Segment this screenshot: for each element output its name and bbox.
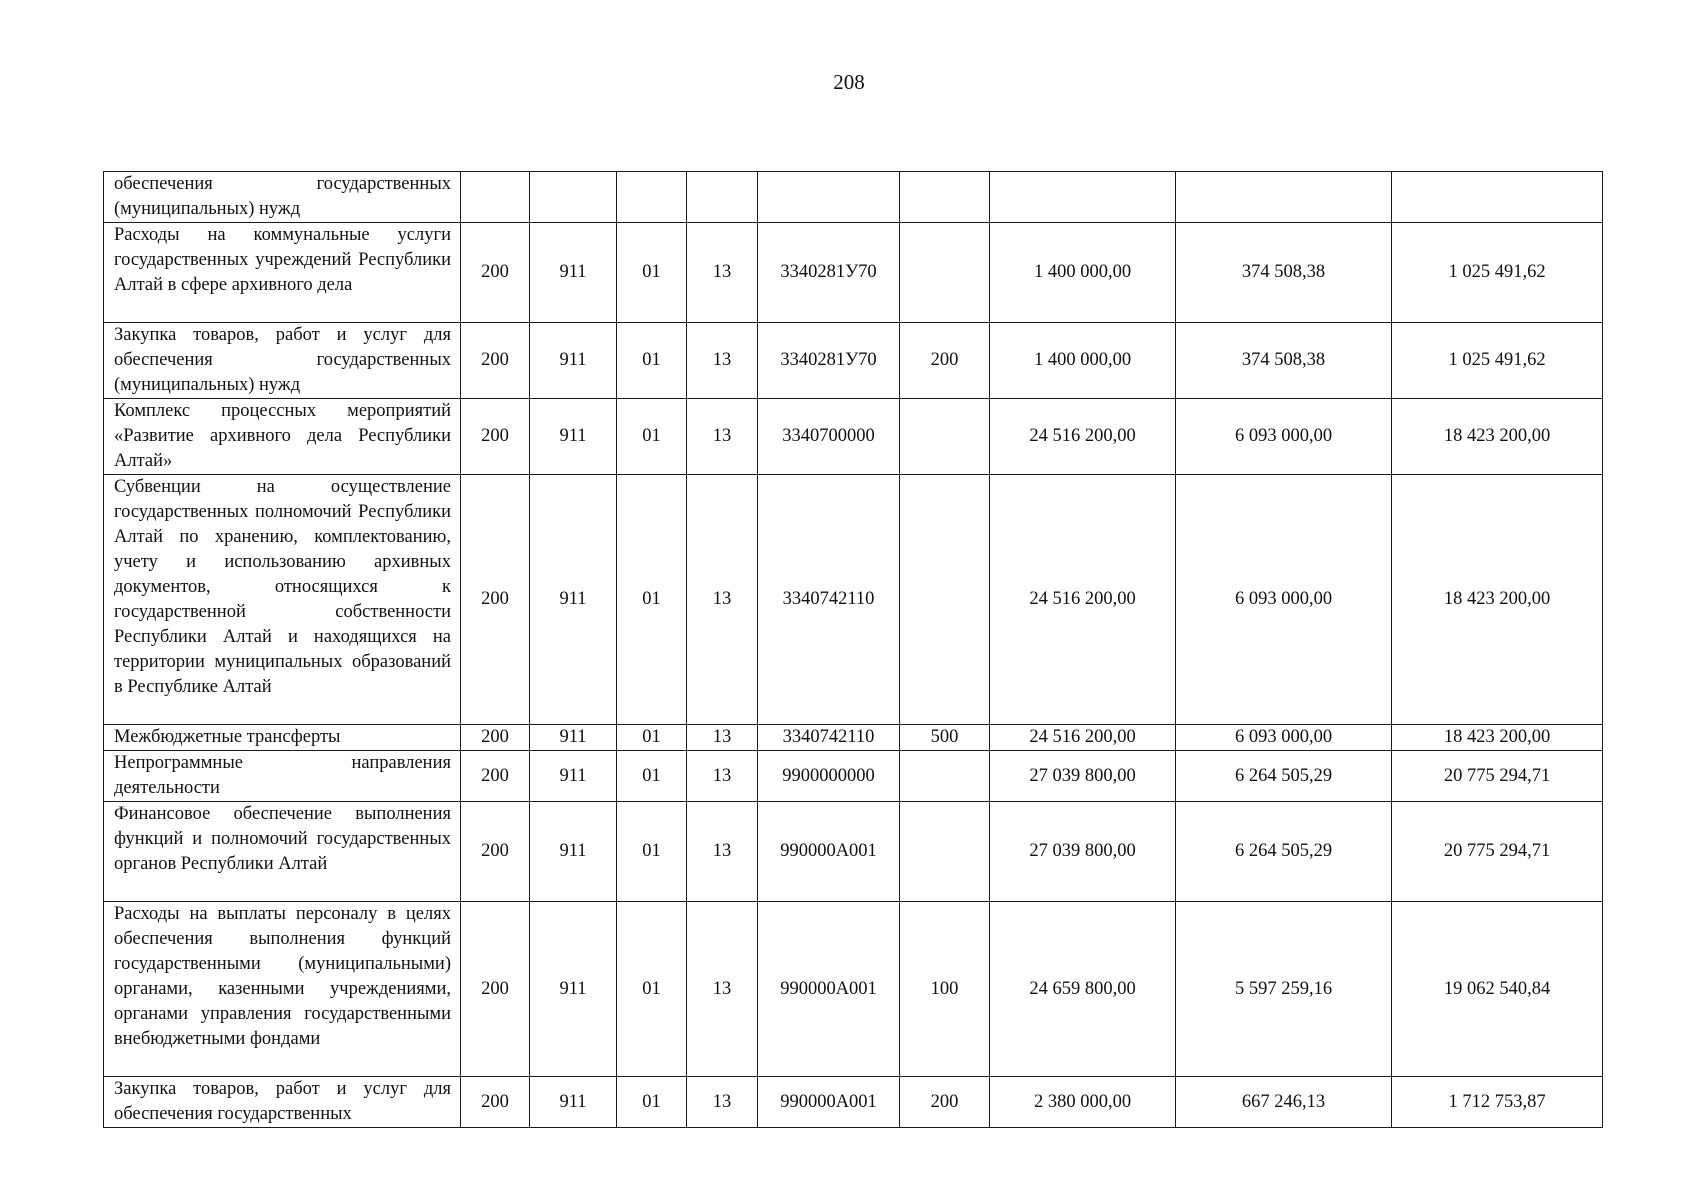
cell-gr: 200 — [461, 902, 530, 1077]
cell-exec: 667 246,13 — [1176, 1077, 1392, 1128]
cell-vr: 500 — [900, 725, 990, 751]
cell-rest: 18 423 200,00 — [1392, 725, 1603, 751]
cell-rest: 19 062 540,84 — [1392, 902, 1603, 1077]
cell-rest: 18 423 200,00 — [1392, 399, 1603, 475]
cell-csr: 3340281У70 — [758, 323, 900, 399]
cell-ved: 911 — [530, 399, 617, 475]
cell-plan — [990, 172, 1176, 223]
cell-plan: 1 400 000,00 — [990, 323, 1176, 399]
cell-rest: 1 712 753,87 — [1392, 1077, 1603, 1128]
cell-ved: 911 — [530, 725, 617, 751]
cell-ved: 911 — [530, 223, 617, 323]
cell-gr: 200 — [461, 751, 530, 802]
table-row — [104, 802, 1603, 902]
cell-ved: 911 — [530, 323, 617, 399]
cell-vr — [900, 802, 990, 902]
cell-plan: 24 659 800,00 — [990, 902, 1176, 1077]
cell-csr: 9900000000 — [758, 751, 900, 802]
cell-pr: 13 — [687, 751, 758, 802]
cell-exec: 6 093 000,00 — [1176, 725, 1392, 751]
row-name: Расходы на коммунальные услуги государственных учреждений Республики Алтай в сфере архивного дела — [104, 223, 461, 323]
cell-vr: 200 — [900, 1077, 990, 1128]
cell-pr: 13 — [687, 725, 758, 751]
cell-rz: 01 — [617, 725, 687, 751]
cell-gr: 200 — [461, 399, 530, 475]
cell-rest: 1 025 491,62 — [1392, 323, 1603, 399]
budget-table — [103, 171, 1603, 1128]
table-row — [104, 399, 1603, 475]
row-name: Финансовое обеспечение выполнения функций и полномочий государственных органов Республики Алтай — [104, 802, 461, 902]
cell-pr: 13 — [687, 399, 758, 475]
cell-vr — [900, 399, 990, 475]
cell-plan: 27 039 800,00 — [990, 802, 1176, 902]
cell-csr: 990000А001 — [758, 902, 900, 1077]
table-row — [104, 725, 1603, 751]
cell-pr — [687, 172, 758, 223]
row-name: Расходы на выплаты персоналу в целях обеспечения выполнения функций государственными (муниципальными) органами, казенными учреждениями, органами управления государственными внебюджетными фондами — [104, 902, 461, 1077]
cell-exec: 5 597 259,16 — [1176, 902, 1392, 1077]
row-name: Комплекс процессных мероприятий «Развитие архивного дела Республики Алтай» — [104, 399, 461, 475]
row-name: Закупка товаров, работ и услуг для обеспечения государственных — [104, 1077, 461, 1128]
cell-gr: 200 — [461, 725, 530, 751]
table-row — [104, 223, 1603, 323]
page-number: 208 — [833, 70, 865, 94]
cell-rz — [617, 172, 687, 223]
cell-plan: 2 380 000,00 — [990, 1077, 1176, 1128]
cell-ved — [530, 172, 617, 223]
cell-rz: 01 — [617, 1077, 687, 1128]
cell-ved: 911 — [530, 902, 617, 1077]
cell-rest: 20 775 294,71 — [1392, 802, 1603, 902]
cell-vr — [900, 751, 990, 802]
cell-exec: 374 508,38 — [1176, 323, 1392, 399]
cell-pr: 13 — [687, 475, 758, 725]
cell-rz: 01 — [617, 399, 687, 475]
cell-plan: 24 516 200,00 — [990, 399, 1176, 475]
cell-rz: 01 — [617, 475, 687, 725]
cell-csr: 3340281У70 — [758, 223, 900, 323]
cell-gr — [461, 172, 530, 223]
row-name: Непрограммные направления деятельности — [104, 751, 461, 802]
cell-plan: 1 400 000,00 — [990, 223, 1176, 323]
table-row — [104, 323, 1603, 399]
cell-pr: 13 — [687, 802, 758, 902]
cell-vr — [900, 475, 990, 725]
cell-csr: 3340700000 — [758, 399, 900, 475]
cell-gr: 200 — [461, 802, 530, 902]
table-row — [104, 475, 1603, 725]
table-row — [104, 902, 1603, 1077]
cell-rest: 1 025 491,62 — [1392, 223, 1603, 323]
cell-vr — [900, 172, 990, 223]
table-row — [104, 172, 1603, 223]
cell-pr: 13 — [687, 223, 758, 323]
cell-gr: 200 — [461, 1077, 530, 1128]
cell-exec — [1176, 172, 1392, 223]
cell-csr: 990000А001 — [758, 802, 900, 902]
cell-csr — [758, 172, 900, 223]
cell-pr: 13 — [687, 902, 758, 1077]
cell-plan: 27 039 800,00 — [990, 751, 1176, 802]
cell-plan: 24 516 200,00 — [990, 725, 1176, 751]
cell-gr: 200 — [461, 475, 530, 725]
cell-pr: 13 — [687, 323, 758, 399]
cell-rest — [1392, 172, 1603, 223]
cell-rz: 01 — [617, 751, 687, 802]
cell-rest: 18 423 200,00 — [1392, 475, 1603, 725]
cell-ved: 911 — [530, 751, 617, 802]
cell-exec: 6 264 505,29 — [1176, 751, 1392, 802]
cell-exec: 6 093 000,00 — [1176, 475, 1392, 725]
cell-csr: 3340742110 — [758, 725, 900, 751]
cell-ved: 911 — [530, 1077, 617, 1128]
row-name: Межбюджетные трансферты — [104, 725, 461, 751]
cell-ved: 911 — [530, 802, 617, 902]
cell-plan: 24 516 200,00 — [990, 475, 1176, 725]
cell-gr: 200 — [461, 223, 530, 323]
cell-rz: 01 — [617, 802, 687, 902]
cell-gr: 200 — [461, 323, 530, 399]
cell-csr: 990000А001 — [758, 1077, 900, 1128]
cell-rz: 01 — [617, 223, 687, 323]
cell-rz: 01 — [617, 323, 687, 399]
cell-rz: 01 — [617, 902, 687, 1077]
row-name: Субвенции на осуществление государственных полномочий Республики Алтай по хранению, комплектованию, учету и использованию архивных документов, относящихся к государственной собственности Республики Алтай и находящихся на территории муниципальных образований в Республике Алтай — [104, 475, 461, 725]
table-row — [104, 1077, 1603, 1128]
row-name: Закупка товаров, работ и услуг для обеспечения государственных (муниципальных) нужд — [104, 323, 461, 399]
cell-exec: 6 093 000,00 — [1176, 399, 1392, 475]
cell-vr — [900, 223, 990, 323]
cell-vr: 200 — [900, 323, 990, 399]
cell-csr: 3340742110 — [758, 475, 900, 725]
table-row — [104, 751, 1603, 802]
cell-ved: 911 — [530, 475, 617, 725]
cell-exec: 6 264 505,29 — [1176, 802, 1392, 902]
cell-exec: 374 508,38 — [1176, 223, 1392, 323]
cell-pr: 13 — [687, 1077, 758, 1128]
cell-vr: 100 — [900, 902, 990, 1077]
row-name: обеспечения государственных (муниципальных) нужд — [104, 172, 461, 223]
cell-rest: 20 775 294,71 — [1392, 751, 1603, 802]
